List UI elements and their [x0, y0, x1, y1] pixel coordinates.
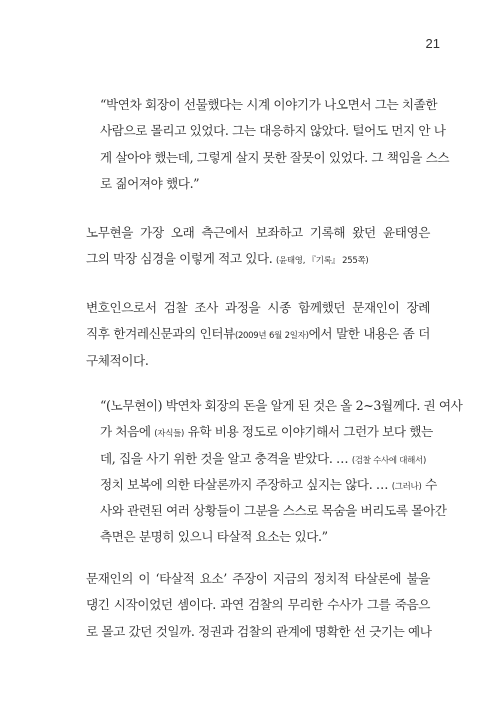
- para2-line-2-pre: 직후 한겨레신문과의 인터뷰: [86, 326, 235, 342]
- quote2-line-1: “(노무현이) 박연차 회장의 돈을 알게 된 것은 올 2~3월께다. 권 여사: [100, 398, 463, 413]
- quote1-line-1: “박연차 회장이 선물했다는 시계 이야기가 나오면서 그는 치졸한: [100, 97, 438, 112]
- paragraph-3: [86, 566, 430, 645]
- page-number: 21: [425, 36, 440, 51]
- quote2-note-3: (그러나): [391, 481, 422, 492]
- quote1-line-4: 로 짊어져야 했다.”: [100, 175, 200, 191]
- interview-date: (2009년 6월 2일자): [234, 331, 309, 342]
- quote2-line-2-post: 유학 비용 정도로 이야기해서 그런가 보다 했는: [184, 424, 433, 440]
- para3-line-1: 문재인의 이 ‘타살적 요소’ 주장이 지금의 정치적 타살론에 불을: [86, 571, 430, 586]
- quote2-line-4: [100, 472, 437, 498]
- paragraph-1: [86, 220, 430, 273]
- quote2-line-6: 측면은 분명히 있으니 타살적 요소는 있다.”: [100, 529, 328, 545]
- para3-line-2: 댕긴 시작이었던 셈이다. 과연 검찰의 무리한 수사가 그를 죽음으: [86, 597, 430, 613]
- quote-block-2: [100, 393, 463, 551]
- quote-block-1: [100, 92, 450, 197]
- quote1-line-3: 게 살아야 했는데, 그렇게 살지 못한 잘못이 있었다. 그 책임을 스스: [100, 149, 450, 165]
- quote2-line-3-pre: 데, 집을 사기 위한 것을 알고 충격을 받았다. …: [100, 450, 352, 466]
- para2-line-3: 구체적이다.: [86, 352, 149, 368]
- para3-line-3: 로 몰고 갔던 것일까. 정권과 검찰의 관계에 명확한 선 긋기는 예나: [86, 623, 432, 639]
- quote2-note-1: (자식들): [154, 429, 185, 440]
- para2-line-2-post: 에서 말한 내용은 좀 더: [308, 326, 430, 342]
- paragraph-2: [86, 295, 430, 374]
- quote2-line-4-post: 수: [421, 476, 437, 492]
- quote2-line-5: 사와 관련된 여러 상황들이 그분을 스스로 목숨을 버리도록 몰아간: [100, 503, 447, 519]
- para1-line-2-text: 그의 막장 심경을 이렇게 적고 있다.: [86, 251, 273, 267]
- para2-line-1: 변호인으로서 검찰 조사 과정을 시종 함께했던 문재인이 장례: [86, 300, 430, 315]
- quote1-line-2: 사람으로 몰리고 있었다. 그는 대응하지 않았다. 털어도 먼지 안 나: [100, 123, 446, 139]
- citation-source: (윤태영, 『기록』 255쪽): [275, 256, 369, 267]
- para1-line-1: 노무현을 가장 오래 측근에서 보좌하고 기록해 왔던 윤태영은: [86, 225, 430, 240]
- quote2-line-2-pre: 가 처음에: [100, 424, 155, 440]
- quote2-line-4-pre: 정치 보복에 의한 타살론까지 주장하고 싶지는 않다. …: [100, 476, 392, 492]
- para2-line-2: [86, 321, 430, 347]
- quote2-line-2: [100, 419, 433, 445]
- quote2-note-2: (검찰 수사에 대해서): [351, 455, 426, 466]
- para1-line-2: [86, 246, 430, 272]
- quote2-line-3: [100, 446, 430, 472]
